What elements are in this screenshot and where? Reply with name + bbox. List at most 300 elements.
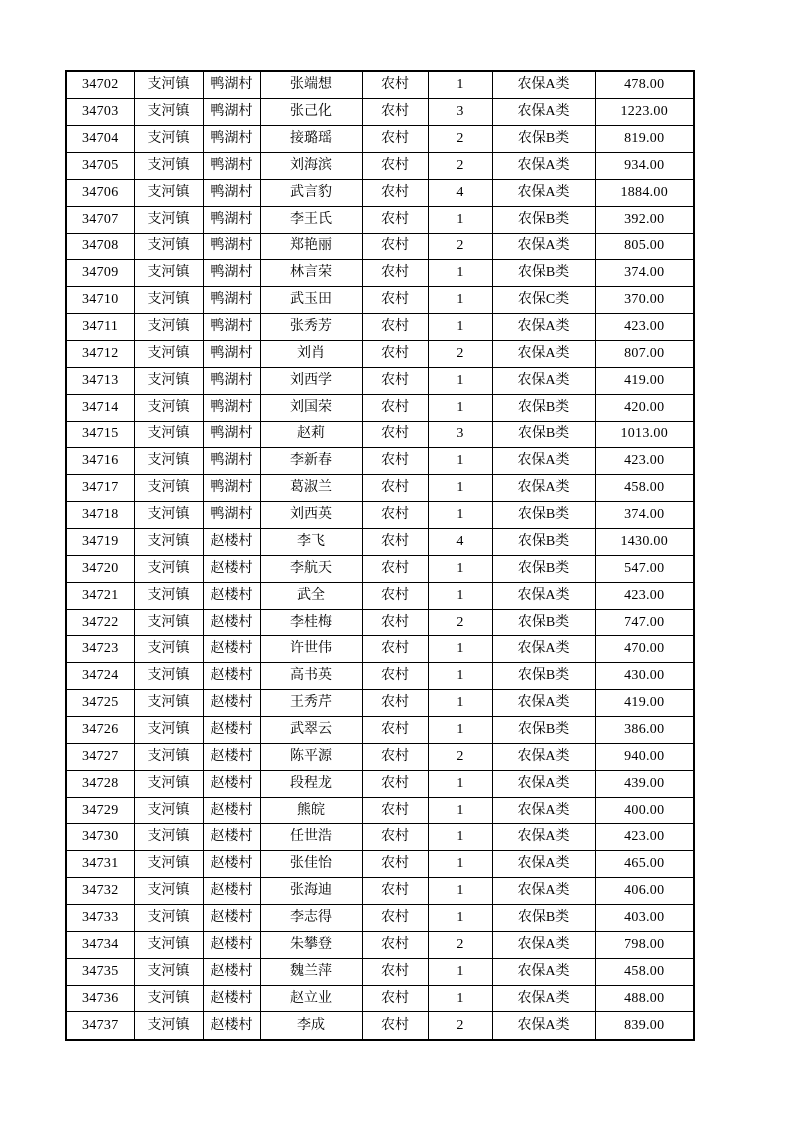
cell-amount: 798.00 [595,931,694,958]
cell-residence-type: 农村 [362,797,428,824]
cell-record-id: 34703 [66,99,134,126]
cell-insurance-category: 农保C类 [492,287,595,314]
cell-record-id: 34707 [66,206,134,233]
cell-insurance-category: 农保A类 [492,475,595,502]
cell-town: 支河镇 [134,770,203,797]
cell-record-id: 34734 [66,931,134,958]
cell-record-id: 34728 [66,770,134,797]
cell-town: 支河镇 [134,502,203,529]
cell-person-name: 李航天 [260,555,362,582]
table-row [66,690,694,717]
cell-person-count: 1 [428,475,492,502]
cell-amount: 1223.00 [595,99,694,126]
cell-town: 支河镇 [134,367,203,394]
cell-person-count: 1 [428,287,492,314]
cell-insurance-category: 农保A类 [492,797,595,824]
cell-record-id: 34732 [66,878,134,905]
cell-person-count: 3 [428,99,492,126]
cell-town: 支河镇 [134,71,203,99]
cell-village: 赵楼村 [203,770,260,797]
cell-amount: 386.00 [595,717,694,744]
cell-residence-type: 农村 [362,931,428,958]
cell-person-name: 李新春 [260,448,362,475]
cell-village: 鸭湖村 [203,394,260,421]
cell-person-count: 1 [428,636,492,663]
cell-amount: 423.00 [595,824,694,851]
cell-record-id: 34704 [66,126,134,153]
cell-village: 赵楼村 [203,663,260,690]
cell-town: 支河镇 [134,609,203,636]
table-row [66,475,694,502]
cell-village: 鸭湖村 [203,340,260,367]
cell-amount: 839.00 [595,1012,694,1040]
cell-residence-type: 农村 [362,367,428,394]
cell-record-id: 34722 [66,609,134,636]
cell-village: 鸭湖村 [203,152,260,179]
cell-village: 鸭湖村 [203,502,260,529]
cell-residence-type: 农村 [362,448,428,475]
cell-person-name: 朱攀登 [260,931,362,958]
cell-person-name: 高书英 [260,663,362,690]
cell-record-id: 34723 [66,636,134,663]
cell-person-count: 2 [428,233,492,260]
cell-residence-type: 农村 [362,529,428,556]
cell-record-id: 34710 [66,287,134,314]
cell-town: 支河镇 [134,394,203,421]
cell-record-id: 34730 [66,824,134,851]
cell-amount: 488.00 [595,985,694,1012]
cell-person-name: 接璐瑶 [260,126,362,153]
cell-person-name: 赵立业 [260,985,362,1012]
table-row [66,99,694,126]
cell-person-name: 李桂梅 [260,609,362,636]
cell-amount: 370.00 [595,287,694,314]
cell-village: 赵楼村 [203,636,260,663]
cell-person-count: 1 [428,448,492,475]
cell-amount: 934.00 [595,152,694,179]
cell-amount: 406.00 [595,878,694,905]
cell-person-count: 1 [428,555,492,582]
cell-person-name: 武翠云 [260,717,362,744]
cell-residence-type: 农村 [362,502,428,529]
cell-residence-type: 农村 [362,1012,428,1040]
cell-residence-type: 农村 [362,743,428,770]
cell-person-count: 1 [428,690,492,717]
cell-village: 赵楼村 [203,555,260,582]
cell-person-count: 2 [428,743,492,770]
cell-insurance-category: 农保A类 [492,690,595,717]
cell-person-name: 李王氏 [260,206,362,233]
cell-record-id: 34726 [66,717,134,744]
cell-amount: 430.00 [595,663,694,690]
table-row [66,663,694,690]
cell-village: 鸭湖村 [203,260,260,287]
cell-town: 支河镇 [134,314,203,341]
cell-amount: 423.00 [595,582,694,609]
data-table [65,70,695,1041]
cell-residence-type: 农村 [362,582,428,609]
cell-amount: 1013.00 [595,421,694,448]
table-row [66,958,694,985]
cell-village: 鸭湖村 [203,421,260,448]
cell-amount: 419.00 [595,690,694,717]
cell-residence-type: 农村 [362,770,428,797]
cell-residence-type: 农村 [362,690,428,717]
cell-person-count: 1 [428,797,492,824]
cell-village: 鸭湖村 [203,448,260,475]
cell-person-name: 刘海滨 [260,152,362,179]
cell-amount: 1884.00 [595,179,694,206]
cell-insurance-category: 农保A类 [492,770,595,797]
cell-person-count: 1 [428,582,492,609]
table-row [66,878,694,905]
cell-person-name: 张海迪 [260,878,362,905]
cell-residence-type: 农村 [362,824,428,851]
cell-insurance-category: 农保A类 [492,985,595,1012]
cell-record-id: 34713 [66,367,134,394]
cell-record-id: 34716 [66,448,134,475]
cell-person-count: 2 [428,931,492,958]
cell-village: 赵楼村 [203,878,260,905]
table-row [66,770,694,797]
cell-person-count: 1 [428,824,492,851]
cell-record-id: 34702 [66,71,134,99]
cell-residence-type: 农村 [362,663,428,690]
cell-person-name: 林言荣 [260,260,362,287]
table-row [66,287,694,314]
cell-residence-type: 农村 [362,71,428,99]
cell-residence-type: 农村 [362,636,428,663]
cell-person-count: 1 [428,958,492,985]
cell-person-name: 郑艳丽 [260,233,362,260]
cell-insurance-category: 农保B类 [492,502,595,529]
cell-residence-type: 农村 [362,958,428,985]
cell-person-count: 1 [428,851,492,878]
cell-village: 赵楼村 [203,1012,260,1040]
cell-record-id: 34712 [66,340,134,367]
cell-person-count: 2 [428,126,492,153]
cell-person-name: 张秀芳 [260,314,362,341]
cell-insurance-category: 农保A类 [492,743,595,770]
cell-town: 支河镇 [134,905,203,932]
cell-town: 支河镇 [134,421,203,448]
cell-town: 支河镇 [134,340,203,367]
table-row [66,421,694,448]
cell-record-id: 34709 [66,260,134,287]
cell-town: 支河镇 [134,233,203,260]
cell-residence-type: 农村 [362,233,428,260]
cell-person-name: 刘国荣 [260,394,362,421]
table-row [66,448,694,475]
cell-person-count: 1 [428,717,492,744]
cell-insurance-category: 农保A类 [492,878,595,905]
cell-amount: 940.00 [595,743,694,770]
cell-amount: 374.00 [595,260,694,287]
table-body [66,71,694,1040]
cell-amount: 1430.00 [595,529,694,556]
cell-insurance-category: 农保B类 [492,206,595,233]
table-row [66,179,694,206]
cell-insurance-category: 农保B类 [492,529,595,556]
cell-town: 支河镇 [134,152,203,179]
cell-town: 支河镇 [134,958,203,985]
table-row [66,717,694,744]
cell-village: 赵楼村 [203,690,260,717]
cell-insurance-category: 农保B类 [492,717,595,744]
cell-amount: 547.00 [595,555,694,582]
cell-person-name: 刘肖 [260,340,362,367]
cell-record-id: 34718 [66,502,134,529]
cell-insurance-category: 农保B类 [492,555,595,582]
cell-town: 支河镇 [134,529,203,556]
table-row [66,340,694,367]
cell-town: 支河镇 [134,179,203,206]
cell-amount: 465.00 [595,851,694,878]
cell-record-id: 34729 [66,797,134,824]
cell-person-count: 3 [428,421,492,448]
cell-insurance-category: 农保A类 [492,1012,595,1040]
cell-amount: 374.00 [595,502,694,529]
cell-record-id: 34706 [66,179,134,206]
table-row [66,126,694,153]
cell-residence-type: 农村 [362,851,428,878]
cell-record-id: 34715 [66,421,134,448]
cell-town: 支河镇 [134,555,203,582]
cell-village: 鸭湖村 [203,475,260,502]
cell-record-id: 34737 [66,1012,134,1040]
cell-town: 支河镇 [134,663,203,690]
cell-person-name: 任世浩 [260,824,362,851]
cell-residence-type: 农村 [362,287,428,314]
cell-town: 支河镇 [134,985,203,1012]
table-row [66,1012,694,1040]
cell-insurance-category: 农保A类 [492,152,595,179]
cell-person-name: 许世伟 [260,636,362,663]
cell-insurance-category: 农保B类 [492,421,595,448]
cell-record-id: 34727 [66,743,134,770]
cell-residence-type: 农村 [362,878,428,905]
cell-person-name: 刘西学 [260,367,362,394]
cell-person-name: 段程龙 [260,770,362,797]
cell-town: 支河镇 [134,1012,203,1040]
cell-residence-type: 农村 [362,555,428,582]
cell-town: 支河镇 [134,636,203,663]
cell-town: 支河镇 [134,475,203,502]
cell-insurance-category: 农保B类 [492,126,595,153]
table-row [66,233,694,260]
cell-person-name: 武玉田 [260,287,362,314]
cell-town: 支河镇 [134,690,203,717]
cell-insurance-category: 农保A类 [492,824,595,851]
cell-person-count: 1 [428,71,492,99]
cell-record-id: 34717 [66,475,134,502]
cell-person-name: 张端想 [260,71,362,99]
cell-person-count: 1 [428,663,492,690]
cell-town: 支河镇 [134,99,203,126]
cell-village: 鸭湖村 [203,99,260,126]
cell-insurance-category: 农保A类 [492,99,595,126]
cell-person-name: 陈平源 [260,743,362,770]
cell-amount: 458.00 [595,475,694,502]
cell-person-name: 李志得 [260,905,362,932]
cell-record-id: 34735 [66,958,134,985]
cell-person-count: 2 [428,609,492,636]
cell-amount: 470.00 [595,636,694,663]
cell-amount: 478.00 [595,71,694,99]
cell-person-count: 1 [428,206,492,233]
cell-insurance-category: 农保A类 [492,179,595,206]
cell-insurance-category: 农保A类 [492,233,595,260]
cell-person-name: 魏兰萍 [260,958,362,985]
cell-residence-type: 农村 [362,206,428,233]
cell-village: 赵楼村 [203,717,260,744]
cell-amount: 458.00 [595,958,694,985]
cell-residence-type: 农村 [362,126,428,153]
table-row [66,636,694,663]
cell-person-name: 赵莉 [260,421,362,448]
cell-record-id: 34731 [66,851,134,878]
cell-person-name: 李成 [260,1012,362,1040]
table-row [66,314,694,341]
cell-amount: 419.00 [595,367,694,394]
cell-record-id: 34736 [66,985,134,1012]
table-row [66,394,694,421]
cell-insurance-category: 农保A类 [492,636,595,663]
table-row [66,71,694,99]
cell-town: 支河镇 [134,717,203,744]
cell-residence-type: 农村 [362,421,428,448]
cell-amount: 423.00 [595,448,694,475]
cell-insurance-category: 农保A类 [492,851,595,878]
cell-person-count: 1 [428,878,492,905]
cell-insurance-category: 农保B类 [492,394,595,421]
cell-person-name: 张佳怡 [260,851,362,878]
cell-residence-type: 农村 [362,152,428,179]
cell-village: 赵楼村 [203,743,260,770]
cell-village: 赵楼村 [203,797,260,824]
table-row [66,743,694,770]
cell-village: 鸭湖村 [203,233,260,260]
cell-amount: 420.00 [595,394,694,421]
cell-record-id: 34719 [66,529,134,556]
cell-residence-type: 农村 [362,394,428,421]
cell-village: 鸭湖村 [203,314,260,341]
cell-residence-type: 农村 [362,314,428,341]
cell-village: 赵楼村 [203,851,260,878]
cell-record-id: 34720 [66,555,134,582]
cell-person-count: 2 [428,340,492,367]
table-row [66,152,694,179]
cell-amount: 805.00 [595,233,694,260]
table-row [66,851,694,878]
cell-town: 支河镇 [134,851,203,878]
cell-person-count: 1 [428,367,492,394]
cell-village: 赵楼村 [203,931,260,958]
table-row [66,206,694,233]
cell-village: 鸭湖村 [203,126,260,153]
cell-amount: 423.00 [595,314,694,341]
table-row [66,905,694,932]
cell-record-id: 34705 [66,152,134,179]
cell-person-name: 武言豹 [260,179,362,206]
cell-insurance-category: 农保B类 [492,609,595,636]
cell-insurance-category: 农保A类 [492,931,595,958]
cell-person-count: 1 [428,502,492,529]
cell-town: 支河镇 [134,582,203,609]
cell-record-id: 34711 [66,314,134,341]
cell-village: 赵楼村 [203,958,260,985]
cell-amount: 807.00 [595,340,694,367]
cell-record-id: 34725 [66,690,134,717]
table-row [66,502,694,529]
cell-village: 鸭湖村 [203,71,260,99]
table-row [66,931,694,958]
cell-insurance-category: 农保A类 [492,582,595,609]
cell-record-id: 34708 [66,233,134,260]
cell-residence-type: 农村 [362,905,428,932]
cell-town: 支河镇 [134,878,203,905]
table-row [66,609,694,636]
cell-insurance-category: 农保B类 [492,905,595,932]
cell-village: 鸭湖村 [203,179,260,206]
cell-person-count: 1 [428,985,492,1012]
cell-village: 赵楼村 [203,529,260,556]
cell-person-name: 熊皖 [260,797,362,824]
cell-person-count: 1 [428,314,492,341]
cell-village: 赵楼村 [203,609,260,636]
cell-town: 支河镇 [134,126,203,153]
cell-person-name: 刘西英 [260,502,362,529]
cell-residence-type: 农村 [362,475,428,502]
cell-person-name: 李飞 [260,529,362,556]
cell-residence-type: 农村 [362,179,428,206]
table-row [66,582,694,609]
cell-residence-type: 农村 [362,985,428,1012]
cell-village: 鸭湖村 [203,367,260,394]
cell-person-count: 4 [428,179,492,206]
table-row [66,797,694,824]
cell-person-name: 葛淑兰 [260,475,362,502]
cell-insurance-category: 农保A类 [492,958,595,985]
cell-record-id: 34733 [66,905,134,932]
cell-person-count: 1 [428,260,492,287]
cell-village: 赵楼村 [203,985,260,1012]
cell-insurance-category: 农保A类 [492,340,595,367]
cell-town: 支河镇 [134,824,203,851]
cell-person-name: 武全 [260,582,362,609]
cell-town: 支河镇 [134,206,203,233]
table-row [66,985,694,1012]
cell-residence-type: 农村 [362,717,428,744]
cell-village: 鸭湖村 [203,206,260,233]
cell-person-count: 1 [428,770,492,797]
cell-person-count: 1 [428,394,492,421]
cell-insurance-category: 农保B类 [492,663,595,690]
cell-amount: 819.00 [595,126,694,153]
cell-village: 赵楼村 [203,824,260,851]
cell-village: 赵楼村 [203,582,260,609]
cell-person-name: 张己化 [260,99,362,126]
cell-amount: 439.00 [595,770,694,797]
cell-insurance-category: 农保A类 [492,314,595,341]
cell-town: 支河镇 [134,260,203,287]
table-row [66,529,694,556]
table-row [66,367,694,394]
cell-residence-type: 农村 [362,340,428,367]
cell-town: 支河镇 [134,743,203,770]
cell-amount: 747.00 [595,609,694,636]
table-row [66,824,694,851]
